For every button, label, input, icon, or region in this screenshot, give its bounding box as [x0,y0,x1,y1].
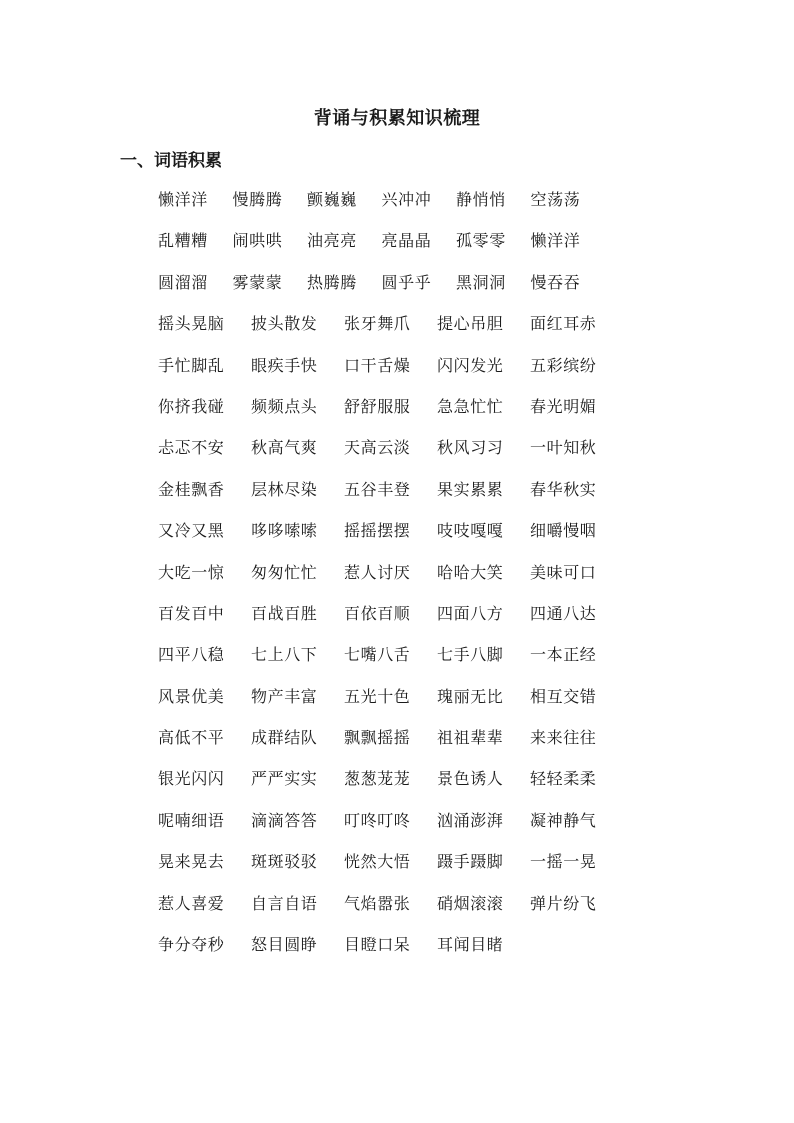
word-item: 懒洋洋 [530,231,581,251]
word-row [158,892,623,933]
word-item: 叮咚叮咚 [344,810,411,830]
word-item: 闪闪发光 [437,355,504,375]
word-item: 金桂飘香 [158,479,225,499]
word-item: 秋风习习 [437,438,504,458]
word-row [158,436,623,477]
word-item: 黑洞洞 [456,272,506,292]
word-item: 大吃一惊 [158,562,225,582]
word-item: 春光明媚 [530,396,597,416]
word-item: 凝神静气 [530,810,597,830]
word-item: 果实累累 [437,479,504,499]
word-item: 天高云淡 [344,438,411,458]
word-item: 飘飘摇摇 [344,728,411,748]
word-item: 秋高气爽 [251,438,318,458]
word-item: 五谷丰登 [344,479,411,499]
word-item: 目瞪口呆 [344,935,411,955]
word-item: 慢吞吞 [530,272,581,292]
word-row [158,312,623,353]
word-item: 匆匆忙忙 [251,562,318,582]
word-row [158,643,623,684]
word-item: 气焰嚣张 [344,893,411,913]
word-item: 兴冲冲 [381,190,432,209]
word-row [158,850,623,891]
word-item: 你挤我碰 [158,396,225,416]
word-item: 一本正经 [530,645,597,665]
word-item: 提心吊胆 [437,314,504,334]
word-row [158,478,623,519]
word-item: 急急忙忙 [437,396,504,416]
word-row [158,602,623,643]
word-item: 细嚼慢咽 [530,521,597,541]
word-item: 闹哄哄 [232,231,283,251]
word-item: 口干舌燥 [344,355,411,375]
word-item: 热腾腾 [307,272,357,292]
word-item: 瑰丽无比 [437,686,504,706]
word-item: 四通八达 [530,603,597,623]
word-item: 惹人喜爱 [158,893,225,913]
word-item: 五光十色 [344,686,411,706]
word-item: 颤巍巍 [307,190,357,209]
word-row [158,933,623,974]
word-item: 亮晶晶 [381,231,432,251]
word-row [158,561,623,602]
word-row [158,395,623,436]
word-item: 来来往往 [530,728,597,748]
word-item: 眼疾手快 [251,355,318,375]
word-item: 相互交错 [530,686,597,706]
word-item: 舒舒服服 [344,396,411,416]
word-item: 恍然大悟 [344,852,411,872]
word-item: 葱葱茏茏 [344,769,411,789]
word-item: 披头散发 [251,314,318,334]
word-item: 哈哈大笑 [437,562,504,582]
word-item: 忐忑不安 [158,438,225,458]
word-item: 汹涌澎湃 [437,810,504,830]
word-row [158,229,623,270]
word-item: 张牙舞爪 [344,314,411,334]
word-row [158,271,623,312]
word-item: 哆哆嗦嗦 [251,521,318,541]
word-item: 空荡荡 [530,190,581,209]
word-item: 银光闪闪 [158,769,225,789]
word-item: 面红耳赤 [530,314,597,334]
word-item: 春华秋实 [530,479,597,499]
word-item: 耳闻目睹 [437,935,504,955]
word-item: 懒洋洋 [158,190,208,209]
word-item: 圆溜溜 [158,272,208,292]
word-item: 成群结队 [251,728,318,748]
word-item: 轻轻柔柔 [530,769,597,789]
word-item: 斑斑驳驳 [251,852,318,872]
word-row [158,767,623,808]
word-item: 百战百胜 [251,603,318,623]
word-item: 油亮亮 [307,231,357,251]
section-heading: 一、词语积累 [120,151,222,171]
word-item: 高低不平 [158,728,225,748]
word-item: 百依百顺 [344,603,411,623]
word-row [158,519,623,560]
word-item: 四平八稳 [158,645,225,665]
word-item: 乱糟糟 [158,231,208,251]
word-item: 手忙脚乱 [158,355,225,375]
word-item: 慢腾腾 [232,190,283,209]
word-row [158,188,623,229]
word-item: 圆乎乎 [381,272,432,292]
word-item: 滴滴答答 [251,810,318,830]
word-item: 七嘴八舌 [344,645,411,665]
word-item: 五彩缤纷 [530,355,597,375]
word-item: 四面八方 [437,603,504,623]
word-item: 呢喃细语 [158,810,225,830]
word-item: 孤零零 [456,231,506,251]
word-item: 摇摇摆摆 [344,521,411,541]
word-item: 一叶知秋 [530,438,597,458]
word-item: 一摇一晃 [530,852,597,872]
word-item: 静悄悄 [456,190,506,209]
word-item: 风景优美 [158,686,225,706]
word-item: 祖祖辈辈 [437,728,504,748]
word-item: 频频点头 [251,396,318,416]
word-item: 吱吱嘎嘎 [437,521,504,541]
word-item: 怒目圆睁 [251,935,318,955]
word-item: 惹人讨厌 [344,562,411,582]
word-item: 严严实实 [251,769,318,789]
word-item: 蹑手蹑脚 [437,852,504,872]
word-item: 景色诱人 [437,769,504,789]
word-row [158,354,623,395]
document-title: 背诵与积累知识梳理 [313,108,481,129]
word-item: 摇头晃脑 [158,314,225,334]
word-row [158,726,623,767]
word-item: 争分夺秒 [158,935,225,955]
word-item: 层林尽染 [251,479,318,499]
word-item: 七上八下 [251,645,318,665]
word-item: 又冷又黑 [158,521,225,541]
word-item: 七手八脚 [437,645,504,665]
word-item: 百发百中 [158,603,225,623]
word-item: 晃来晃去 [158,852,225,872]
word-item: 自言自语 [251,893,318,913]
word-item: 硝烟滚滚 [437,893,504,913]
word-row [158,809,623,850]
word-list [158,188,628,974]
word-item: 物产丰富 [251,686,318,706]
word-row [158,685,623,726]
word-item: 美味可口 [530,562,597,582]
word-item: 弹片纷飞 [530,893,597,913]
word-item: 雾蒙蒙 [232,272,283,292]
